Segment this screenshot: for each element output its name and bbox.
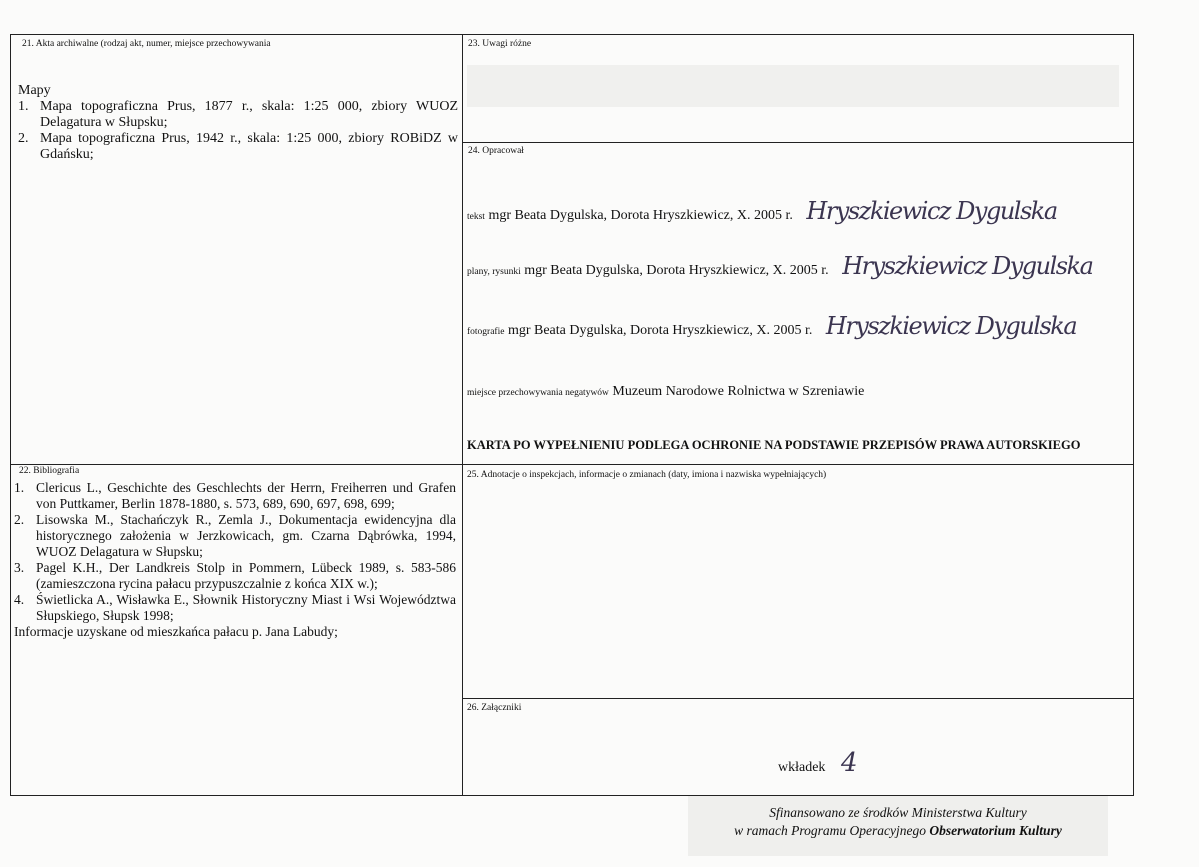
section-23-label: 23. Uwagi różne [468, 39, 532, 49]
list-item: 2. Mapa topograficzna Prus, 1942 r., skala: 1:25 000, zbiory ROBiDZ w Gdańsku; [18, 131, 458, 162]
attachments-count: wkładek 4 [778, 748, 856, 778]
section-26-label: 26. Załączniki [467, 703, 522, 713]
negatives-location: miejsce przechowywania negatywów Muzeum Narodowe Rolnictwa w Szreniawie [467, 384, 865, 399]
divider-24-25 [462, 464, 1133, 465]
column-divider [462, 35, 463, 795]
list-item: 4. Świetlicka A., Wisławka E., Słownik Historyczny Miast i Wsi Województwa Słupskiego, Słupsk 1998; [14, 592, 456, 623]
divider-23-24 [462, 142, 1133, 143]
divider-25-26 [462, 698, 1133, 699]
bibliography-list [14, 480, 456, 624]
signature: Hryszkiewicz Dygulska [806, 197, 1057, 225]
section-21-content [18, 83, 458, 163]
section-22-label: 22. Bibliografia [19, 466, 80, 476]
archive-heading: Mapy [18, 83, 51, 98]
funding-line-1: Sfinansowano ze środków Ministerstwa Kultury [769, 805, 1027, 820]
signature: Hryszkiewicz Dygulska [825, 312, 1077, 340]
funding-line-2: w ramach Programu Operacyjnego Obserwatorium Kultury [734, 823, 1062, 838]
funding-footer [688, 796, 1108, 856]
archive-list [18, 99, 458, 163]
section-25-label: 25. Adnotacje o inspekcjach, informacje o zmianach (daty, imiona i nazwiska wypełniających) [467, 470, 827, 480]
bibliography [14, 480, 456, 640]
faint-text-band [467, 65, 1119, 107]
signature: Hryszkiewicz Dygulska [842, 252, 1093, 280]
author-row-plans: plany, rysunki mgr Beata Dygulska, Dorota Hryszkiewicz, X. 2005 r. Hryszkiewicz Dygulska [467, 252, 1093, 280]
copyright-notice: KARTA PO WYPEŁNIENIU PODLEGA OCHRONIE NA PODSTAWIE PRZEPISÓW PRAWA AUTORSKIEGO [467, 438, 1081, 452]
handwritten-number: 4 [840, 748, 856, 778]
section-24-label: 24. Opracował [468, 146, 524, 156]
list-item: 2. Lisowska M., Stachańczyk R., Zemla J., Dokumentacja ewidencyjna dla historycznego założenia w Jerzkowicach, gm. Czarna Dąbrówka, 1994, WUOZ Delagatura w Słupsku; [14, 512, 456, 559]
list-item: 3. Pagel K.H., Der Landkreis Stolp in Pommern, Lübeck 1989, s. 583-586 (zamieszczona rycina pałacu przypuszczalnie z końca XIX w.); [14, 560, 456, 591]
author-row-photos: fotografie mgr Beata Dygulska, Dorota Hryszkiewicz, X. 2005 r. Hryszkiewicz Dygulska [467, 312, 1077, 340]
list-item: 1. Mapa topograficzna Prus, 1877 r., skala: 1:25 000, zbiory WUOZ Delagatura w Słupsku; [18, 99, 458, 130]
section-21-label: 21. Akta archiwalne (rodzaj akt, numer, miejsce przechowywania [22, 39, 271, 49]
author-row-text: tekst mgr Beata Dygulska, Dorota Hryszkiewicz, X. 2005 r. Hryszkiewicz Dygulska [467, 197, 1057, 225]
form-grid [10, 34, 1134, 796]
list-item: 1. Clericus L., Geschichte des Geschlechts der Herrn, Freiherren und Grafen von Puttkamer, Berlin 1878-1880, s. 573, 689, 690, 697, 698, 699; [14, 480, 456, 511]
info-source: Informacje uzyskane od mieszkańca pałacu p. Jana Labudy; [14, 624, 338, 639]
divider-21-22 [11, 464, 462, 465]
